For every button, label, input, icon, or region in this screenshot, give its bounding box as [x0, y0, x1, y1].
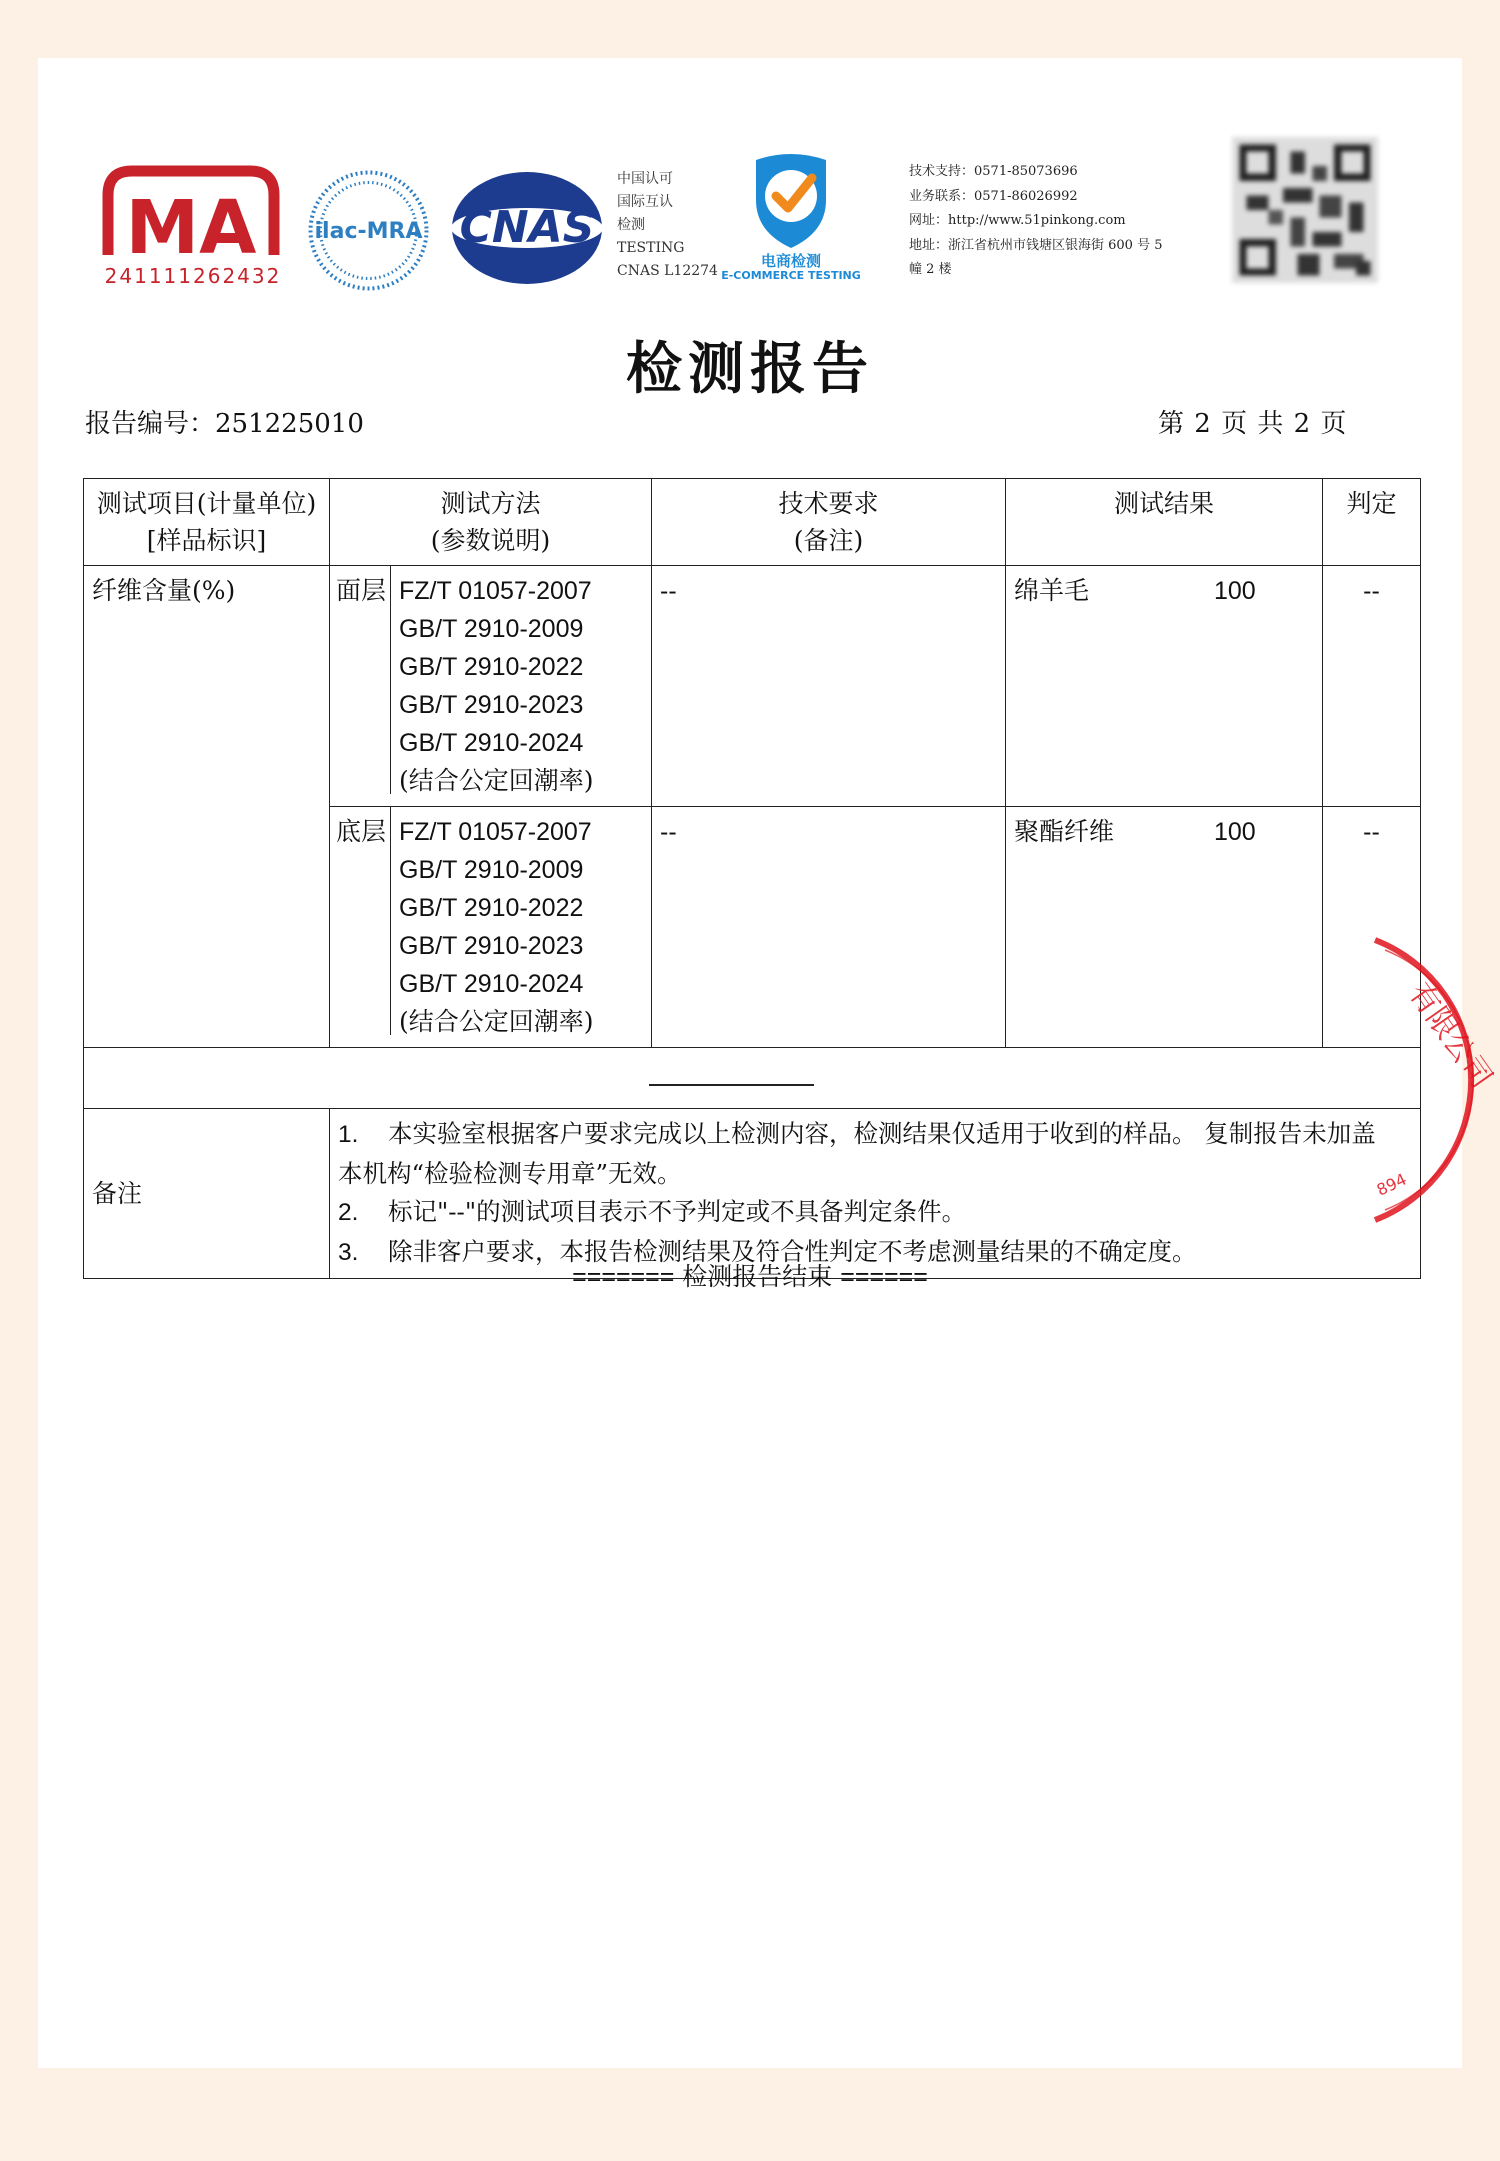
note-item: 1. 本实验室根据客户要求完成以上检测内容，检测结果仅适用于收到的样品。 复制报告未加盖	[338, 1119, 1376, 1148]
method-list: FZ/T 01057-2007 GB/T 2910-2009 GB/T 2910-2022 GB/T 2910-2023 GB/T 2910-2024 (结合公定回潮率)	[399, 818, 594, 1036]
result-cell	[1006, 566, 1323, 807]
svg-text:MA: MA	[125, 185, 257, 271]
header-method: 测试方法 (参数说明)	[330, 479, 652, 566]
ecommerce-testing-shield-icon	[738, 148, 844, 252]
layer-label: 底层	[330, 807, 391, 1035]
method-cell	[330, 807, 652, 1048]
address: 地址：浙江省杭州市钱塘区银海街 600 号 5	[909, 237, 1163, 253]
layer-label: 面层	[330, 566, 391, 794]
report-title: 检测报告	[626, 336, 874, 402]
ilac-mra-logo	[306, 168, 431, 293]
note-item: 2. 标记"--"的测试项目表示不予判定或不具备判定条件。	[338, 1197, 967, 1226]
svg-text:ilac-MRA: ilac-MRA	[314, 219, 423, 244]
material-name: 绵羊毛	[1014, 576, 1090, 605]
report-end-marker: ======= 检测报告结束 ======	[572, 1262, 928, 1291]
test-results-table	[83, 478, 1421, 1279]
material-percent: 100	[1214, 818, 1256, 846]
verdict-value: --	[1323, 566, 1421, 807]
website: 网址：http://www.51pinkong.com	[909, 213, 1126, 228]
cnas-accreditation-text: 中国认可 国际互认 检测 TESTING CNAS L12274	[617, 171, 718, 279]
report-number: 报告编号：251225010	[85, 409, 364, 439]
result-cell	[1006, 807, 1323, 1048]
table-row	[84, 566, 1421, 807]
qr-code-icon	[1232, 137, 1378, 283]
material-percent: 100	[1214, 577, 1256, 605]
svg-text:有限公司: 有限公司	[1401, 976, 1499, 1095]
page-number: 第 2 页 共 2 页	[1158, 409, 1348, 439]
method-cell	[330, 566, 652, 807]
tech-support: 技术支持：0571-85073696	[909, 164, 1078, 179]
header-verdict: 判定	[1323, 479, 1421, 566]
business-contact: 业务联系：0571-86026992	[909, 188, 1078, 204]
notes-label: 备注	[84, 1109, 330, 1279]
cnas-logo	[450, 170, 604, 286]
notes-content	[330, 1109, 1421, 1279]
table-header-row	[84, 479, 1421, 566]
svg-text:CNAS: CNAS	[459, 202, 595, 253]
cma-number: 241111262432	[104, 264, 282, 288]
separator-line	[649, 1084, 814, 1086]
verdict-value: --	[1323, 807, 1421, 1048]
note-item: 3. 除非客户要求，本报告检测结果及符合性判定不考虑测量结果的不确定度。	[338, 1236, 1197, 1266]
separator-row	[84, 1048, 1421, 1109]
method-list: FZ/T 01057-2007 GB/T 2910-2009 GB/T 2910-2022 GB/T 2910-2023 GB/T 2910-2024 (结合公定回潮率)	[399, 577, 594, 795]
material-name: 聚酯纤维	[1014, 817, 1115, 846]
notes-row	[84, 1109, 1421, 1279]
test-item-name: 纤维含量(%)	[84, 566, 330, 1048]
ecommerce-testing-label-en: E-COMMERCE TESTING	[721, 269, 861, 282]
header-item: 测试项目(计量单位) [样品标识]	[84, 479, 330, 566]
ecommerce-testing-label: 电商检测	[760, 252, 821, 270]
requirement-value: --	[652, 807, 1006, 1048]
contact-info	[909, 160, 1219, 283]
requirement-value: --	[652, 566, 1006, 807]
note-item: 本机构“检验检测专用章”无效。	[338, 1158, 682, 1188]
header-requirement: 技术要求 (备注)	[652, 479, 1006, 566]
address-cont: 幢 2 楼	[909, 262, 952, 277]
header-result: 测试结果	[1006, 479, 1323, 566]
svg-text:894: 894	[1373, 1169, 1410, 1200]
